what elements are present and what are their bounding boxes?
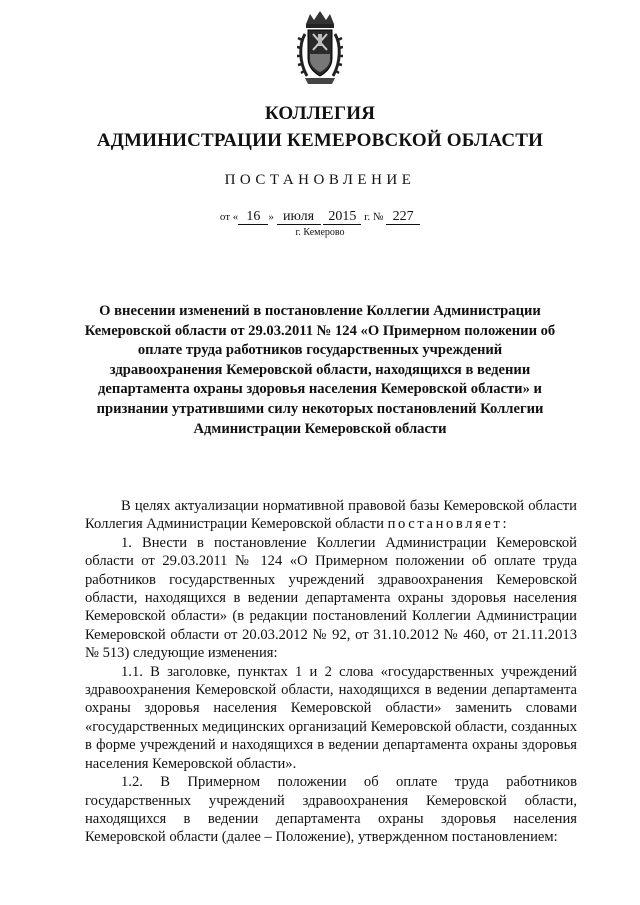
city-name: г. Кемерово	[295, 227, 345, 238]
number-prefix: №	[372, 211, 384, 223]
item-1-1-paragraph: 1.1. В заголовке, пунктах 1 и 2 слова «государственных учреждений здравоохранения Кемеровской области, находящихся в ведении департамента охраны здоровья населения Кемеровской области» заменить словами «государственных медицинских организаций Кемеровской области, созданных в форме учреждений и находящихся в ведении департамента охраны здоровья населения Кемеровской области».	[85, 663, 577, 772]
date-prefix: от «	[219, 211, 239, 223]
coat-of-arms-emblem	[297, 10, 343, 88]
administration-title: АДМИНИСТРАЦИИ КЕМЕРОВСКОЙ ОБЛАСТИ	[96, 130, 544, 151]
collegium-title: КОЛЛЕГИЯ	[264, 103, 376, 124]
date-day: 16	[238, 210, 268, 225]
preamble-text: В целях актуализации нормативной правовой базы Кемеровской области Коллегия Администрации Кемеровской области	[85, 498, 577, 533]
document-title: О внесении изменений в постановление Коллегии Администрации Кемеровской области от 29.03.2011 № 124 «О Примерном положении об оплате труда работников государственных учреждений здравоохранения Кемеровской области, находящихся в ведении департамента охраны здоровья населения Кемеровской области» и признании утратившими силу некоторых постановлений Коллегии Администрации Кемеровской области	[84, 303, 556, 437]
document-date-line	[0, 210, 640, 225]
document-number: 227	[386, 210, 420, 225]
item-1-paragraph: 1. Внести в постановление Коллегии Администрации Кемеровской области от 29.03.2011 № 124 «О Примерном положении об оплате труда работников государственных учреждений здравоохранения Кемеровской области, находящихся в ведении департамента охраны здоровья населения Кемеровской области» (в редакции постановлений Коллегии Администрации Кемеровской области от 20.03.2012 № 92, от 31.10.2012 № 460, от 21.11.2013 № 513) следующие изменения:	[85, 534, 577, 662]
item-1-2-paragraph: 1.2. В Примерном положении об оплате труда работников государственных учреждений здравоохранения Кемеровской области, находящихся в ведении департамента охраны здоровья населения Кемеровской области (далее – Положение), утвержденном постановлением:	[85, 774, 577, 846]
date-mid: »	[268, 211, 274, 223]
date-month: июля	[277, 210, 321, 225]
year-suffix: г.	[364, 211, 371, 223]
document-body	[85, 497, 577, 847]
preamble-paragraph	[85, 497, 577, 534]
document-type: ПОСТАНОВЛЕНИЕ	[224, 172, 416, 188]
decree-word: постановляет:	[387, 516, 510, 533]
date-year: 2015	[323, 210, 361, 225]
